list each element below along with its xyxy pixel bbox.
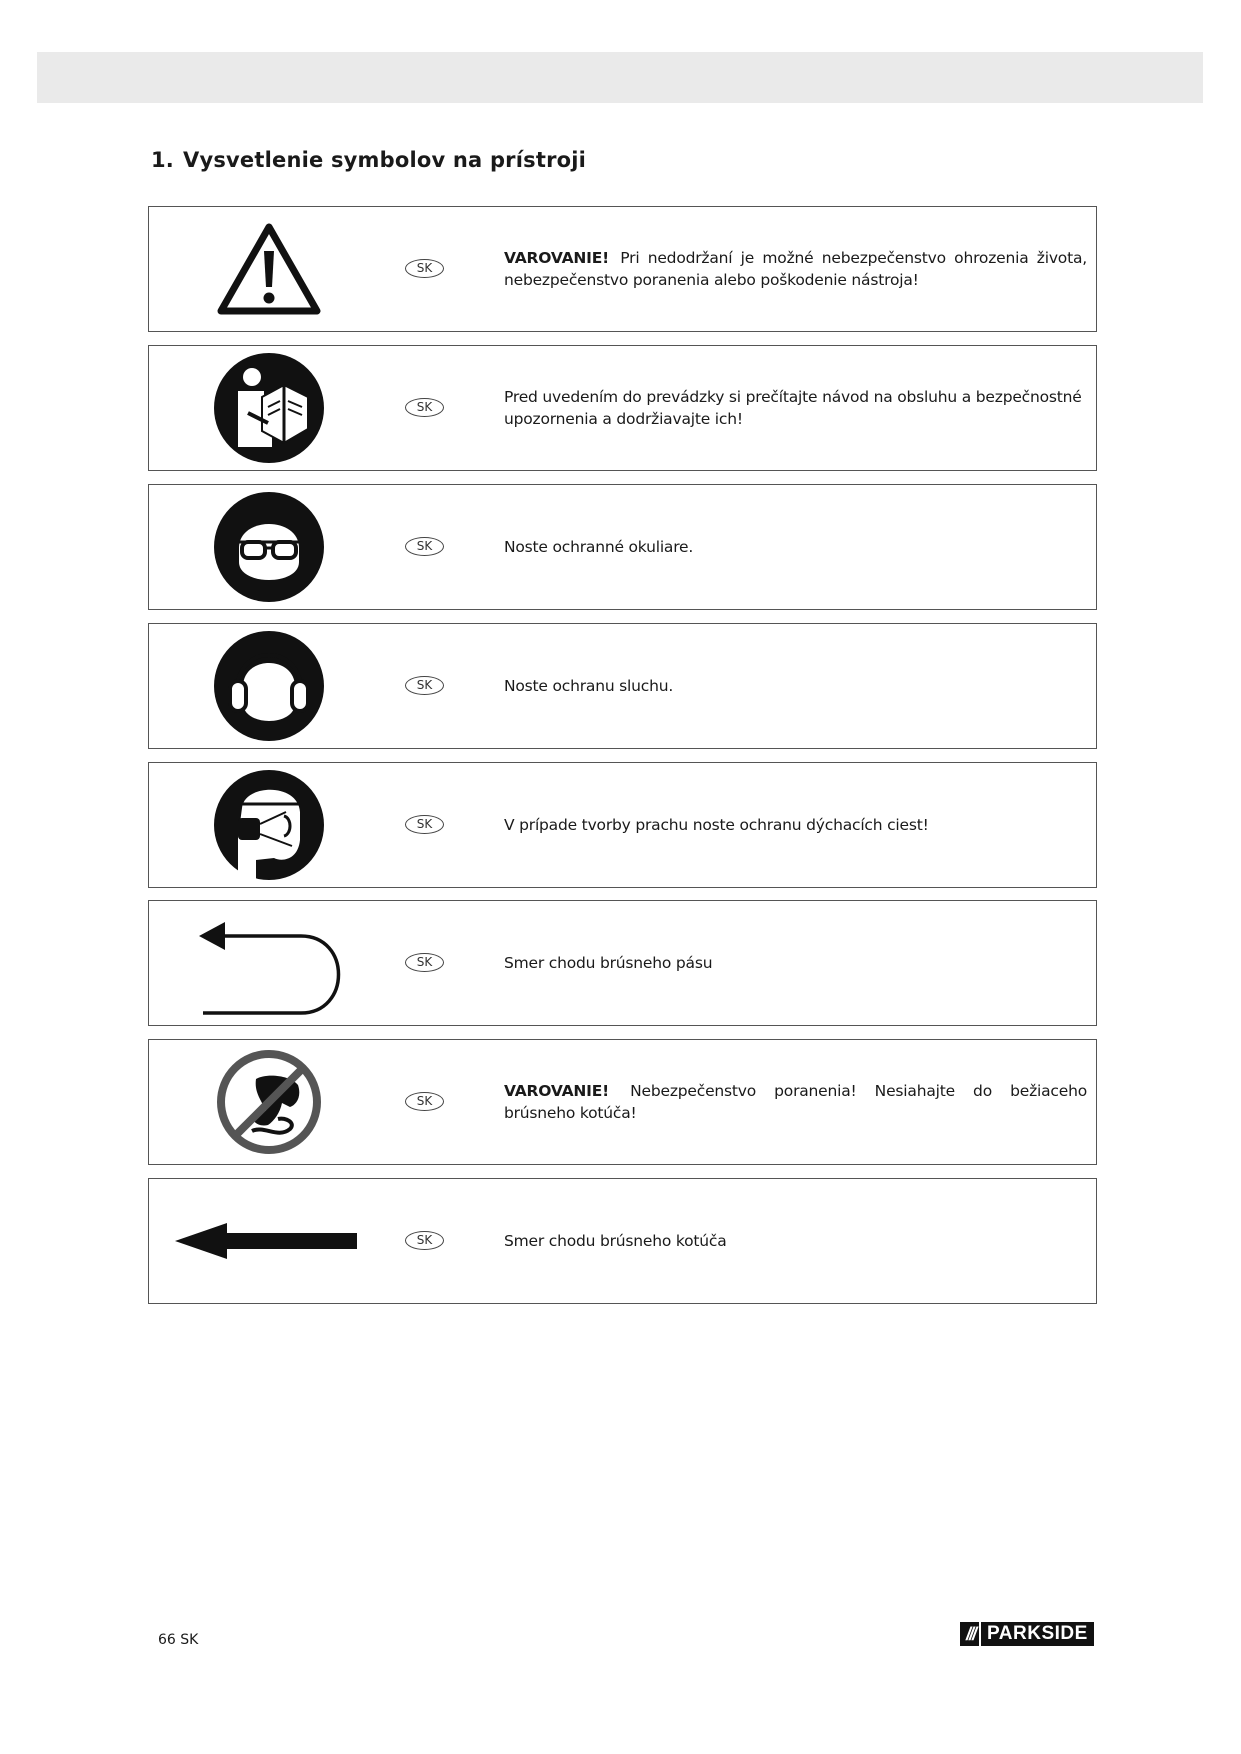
ear-protection-icon [159,624,379,747]
language-badge: SK [405,815,444,834]
language-badge: SK [405,259,444,278]
symbol-description: V prípade tvorby prachu noste ochranu dýchacích ciest! [504,815,929,834]
symbol-row-no-touch [148,1039,1097,1165]
no-touch-icon [159,1040,379,1163]
logo-wordmark: PARKSIDE [987,1623,1088,1644]
symbol-description: Pred uvedením do prevádzky si prečítajte návod na obsluhu a bezpečnostné upozornenia a dodržiavajte ich! [504,387,1082,428]
language-badge: SK [405,953,444,972]
symbol-row-disc-direction [148,1178,1097,1304]
symbol-description [504,1080,1087,1124]
symbol-description: Noste ochranu sluchu. [504,676,674,695]
disc-direction-arrow-icon [157,1179,377,1302]
logo-slashes: /// [966,1624,976,1644]
read-manual-icon [159,346,379,469]
warning-label: VAROVANIE! [504,1081,609,1100]
symbol-description [504,247,1087,291]
warning-triangle-icon [159,207,379,330]
symbol-description: Smer chodu brúsneho pásu [504,953,713,972]
symbol-row-eye-protection [148,484,1097,610]
language-badge: SK [405,537,444,556]
description-text: Pri nedodržaní je možné nebezpečenstvo ohrozenia života, nebezpečenstvo poranenia alebo poškodenie nástroja! [504,248,1087,289]
symbol-row-warning [148,206,1097,332]
symbol-row-respiratory-protection [148,762,1097,888]
symbol-row-ear-protection [148,623,1097,749]
language-badge: SK [405,676,444,695]
warning-label: VAROVANIE! [504,248,609,267]
language-badge: SK [405,1231,444,1250]
section-number: 1. [151,148,174,172]
page-number: 66 SK [158,1632,199,1648]
section-title-text: Vysvetlenie symbolov na prístroji [183,148,587,172]
section-title [151,148,586,172]
eye-protection-icon [159,485,379,608]
symbol-row-read-manual [148,345,1097,471]
belt-direction-arrow-icon [163,901,383,1024]
header-band [37,52,1203,103]
description-text: Nebezpečenstvo poranenia! Nesiahajte do bežiaceho brúsneho kotúča! [504,1081,1087,1122]
symbol-description: Smer chodu brúsneho kotúča [504,1231,727,1250]
symbol-description: Noste ochranné okuliare. [504,537,694,556]
language-badge: SK [405,398,444,417]
symbol-row-belt-direction [148,900,1097,1026]
parkside-logo [960,1622,1094,1646]
language-badge: SK [405,1092,444,1111]
respiratory-protection-icon [159,763,379,886]
